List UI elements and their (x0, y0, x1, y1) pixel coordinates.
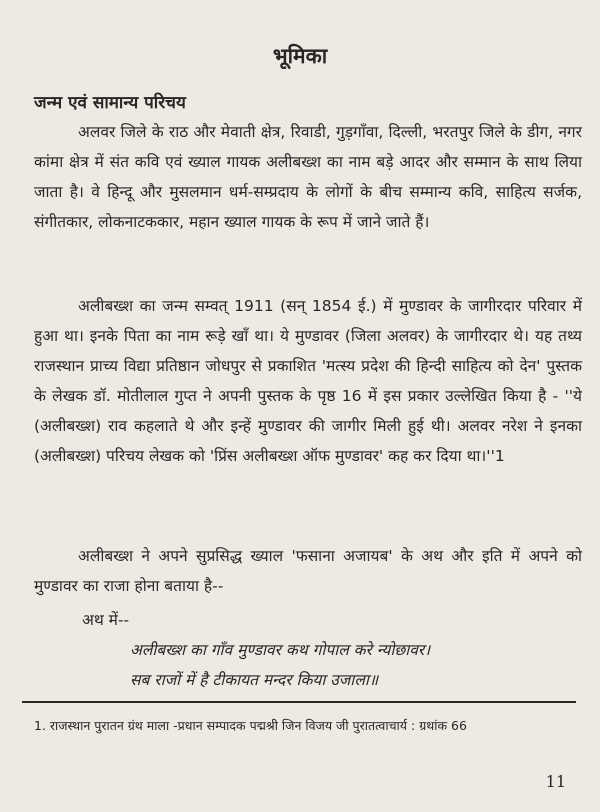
paragraph-khyal: अलीबख्श ने अपने सुप्रसिद्ध ख्याल 'फसाना अजायब' के अथ और इति में अपने को मुण्डावर का राजा होना बताया है-- (34, 547, 582, 595)
page-number: 11 (545, 772, 566, 791)
couplet-line: सब राजों में है टीकायत मन्दर किया उजाला॥ (130, 671, 379, 689)
footnote: 1. राजस्थान पुरातन ग्रंथ माला -प्रधान सम्पादक पद्मश्री जिन विजय जी पुरातत्वाचार्य : ग्रथांक 66 (34, 718, 467, 733)
couplet-line: अलीबख्श का गाँव मुण्डावर कथ गोपाल करे न्योछावर। (130, 641, 431, 659)
section-heading: जन्म एवं सामान्य परिचय (34, 93, 186, 113)
quote-lead: अथ में-- (82, 611, 130, 629)
paragraph-intro: अलवर जिले के राठ और मेवाती क्षेत्र, रिवाडी, गुड़गाँवा, दिल्ली, भरतपुर जिले के डीग, नगर कांमा क्षेत्र में संत कवि एवं ख्याल गायक अलीबख्श का नाम बड़े आदर और सम्मान के साथ लिया जाता है। वे हिन्दू और मुसलमान धर्म-सम्प्रदाय के लोगों के बीच सम्मान्य कवि, साहित्य सर्जक, संगीतकार, लोकनाटककार, महान ख्याल गायक के रूप में जाने जाते हैं। (34, 123, 582, 231)
page-title: भूमिका (272, 44, 328, 68)
footnote-divider (22, 701, 576, 703)
paragraph-birth: अलीबख्श का जन्म सम्वत् 1911 (सन् 1854 ई.) में मुण्डावर के जागीरदार परिवार में हुआ था। इनके पिता का नाम रूड़े खाँ था। ये मुण्डावर (जिला अलवर) के जागीरदार थे। यह तथ्य राजस्थान प्राच्य विद्या प्रतिष्ठान जोधपुर से प्रकाशित 'मत्स्य प्रदेश की हिन्दी साहित्य को देन' पुस्तक के लेखक डॉ. मोतीलाल गुप्त ने अपनी पुस्तक के पृष्ठ 16 में इस प्रकार उल्लेखित किया है - ''ये (अलीबख्श) राव कहलाते थे और इन्हें मुण्डावर की जागीर मिली हुई थी। अलवर नरेश ने इनका (अलीबख्श) परिचय लेखक को 'प्रिंस अलीबख्श ऑफ मुण्डावर' कह कर दिया था।''1 (34, 297, 582, 465)
